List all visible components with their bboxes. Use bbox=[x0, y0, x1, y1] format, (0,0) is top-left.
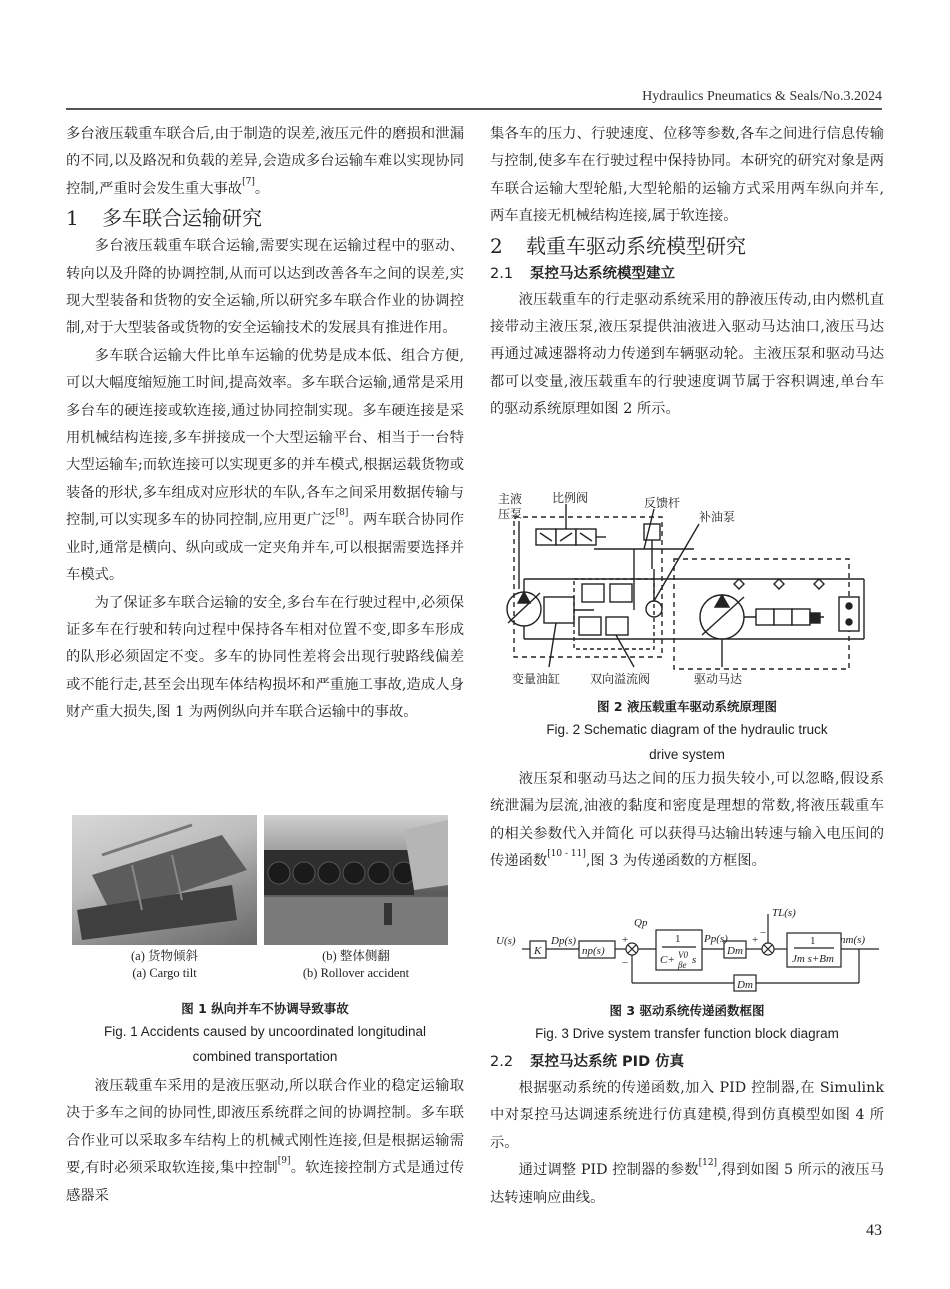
cargo-tilt-photo bbox=[72, 815, 257, 945]
paragraph-3: 为了保证多车联合运输的安全,多台车在行驶过程中,必须保证多车在行驶和转向过程中保持各车相对位置不变,即多车形成的队形必须固定不变。多车的协同性差将会出现行驶路线偏差或不能行走,甚至会出现车体结构损坏和严重施工事故,造成人身财产重大损失,图 1 为两例纵向并车联合运输中的事故。 bbox=[66, 594, 464, 721]
fig1-sub-b-en: (b) Rollover accident bbox=[302, 966, 410, 980]
fig1-sub-b-cn: (b) 整体侧翻 bbox=[322, 949, 390, 963]
svg-text:+: + bbox=[752, 934, 759, 946]
running-header: Hydraulics Pneumatics & Seals/No.3.2024 bbox=[642, 89, 882, 104]
paragraph-5: 液压载重车的行走驱动系统采用的静液压传动,由内燃机直接带动主液压泵,液压泵提供油液进入驱动马达油口,液压马达再通过减速器将动力传递到车辆驱动轮。主液压泵和驱动马达都可以变量,液压载重车的行驶速度调节属于容积调速,单台车的驱动系统原理如图 2 所示。 bbox=[490, 291, 884, 418]
svg-text:V0: V0 bbox=[678, 950, 688, 960]
fig3-dm: Dm bbox=[727, 945, 743, 957]
fig2-label-main-pump-2: 压泵 bbox=[498, 507, 523, 521]
fig1-caption-cn: 图 1 纵向并车不协调导致事故 bbox=[181, 1001, 349, 1016]
paragraph-8: 通过调整 PID 控制器的参数[12],得到如图 5 所示的液压马达转速响应曲线。 bbox=[490, 1158, 884, 1206]
fig3-pp: Pp(s) bbox=[704, 933, 728, 945]
rollover-illustration bbox=[264, 815, 448, 945]
fig3-dp: Dp(s) bbox=[551, 935, 577, 947]
section-2-heading: 2 载重车驱动系统模型研究 bbox=[490, 233, 746, 258]
section-2-2-heading: 2.2 泵控马达系统 PID 仿真 bbox=[490, 1054, 685, 1070]
left-column-lower bbox=[66, 1073, 464, 1210]
paragraph-6: 液压泵和驱动马达之间的压力损失较小,可以忽略,假设系统泄漏为层流,油液的黏度和密度是理想的常数,将液压载重车的相关参数代入并简化 可以获得马达输出转速与输入电压间的传递函数[10 - 11],图 3 为传递函数的方框图。 bbox=[490, 771, 884, 870]
fig3-tl: TL(s) bbox=[772, 907, 796, 919]
fig3-dm-feedback: Dm bbox=[737, 979, 753, 991]
fig2-label-drive-motor: 驱动马达 bbox=[694, 672, 743, 686]
paragraph-7: 根据驱动系统的传递函数,加入 PID 控制器,在 Simulink 中对泵控马达调速系统进行仿真建模,得到仿真模型如图 4 所示。 bbox=[490, 1080, 884, 1151]
paragraph-2: 多车联合运输大件比单车运输的优势是成本低、组合方便,可以大幅度缩短施工时间,提高效率。多车联合运输,通常是采用多台车的硬连接或软连接,通过协同控制实现。多车硬连接是采用机械结构连接,多车拼接成一个大型运输平台、相当于一台特大型运输车;而软连接可以实现更多的并车模式,根据运载货物或装备的形状,多车组成对应形状的车队,各车之间采用数据传输与控制,可以实现多车的协同控制,应用更广泛[8]。两车联合协同作业时,通常是横向、纵向或成一定夹角并车,可以根据需要选择并车模式。 bbox=[66, 347, 465, 584]
svg-text:+: + bbox=[622, 934, 629, 946]
right-column-lower bbox=[490, 1049, 884, 1212]
fig1-sub-a-en: (a) Cargo tilt bbox=[132, 966, 197, 980]
fig2-label-var-cylinder: 变量油缸 bbox=[512, 672, 561, 686]
fig2-caption-en-2: drive system bbox=[649, 747, 725, 762]
paragraph-4: 液压载重车采用的是液压驱动,所以联合作业的稳定运输取决于多车之间的协同性,即液压系统群之间的协调控制。多车联合作业可以采取多车结构上的机械式刚性连接,但是根据运输需要,有时必须采取软连接,集中控制[9]。软连接控制方式是通过传感器采 bbox=[66, 1078, 464, 1204]
fig1-subcaption-b bbox=[264, 948, 448, 982]
fig3-np: np(s) bbox=[582, 945, 605, 957]
intro-paragraph: 多台液压载重车联合后,由于制造的误差,液压元件的磨损和泄漏的不同,以及路况和负载的差异,会造成多台运输车难以实现协同控制,严重时会发生重大事故[7]。 bbox=[66, 126, 464, 197]
svg-text:−: − bbox=[622, 957, 629, 969]
fig3-nm: nm(s) bbox=[840, 934, 866, 946]
svg-text:1: 1 bbox=[675, 933, 681, 945]
right-column-mid bbox=[490, 766, 884, 876]
fig3-caption bbox=[490, 1001, 884, 1046]
svg-text:C+: C+ bbox=[660, 954, 675, 966]
header-rule bbox=[66, 108, 882, 110]
fig1-caption-en-1: Fig. 1 Accidents caused by uncoordinated longitudinal bbox=[104, 1024, 426, 1039]
svg-text:βe: βe bbox=[678, 960, 687, 970]
cargo-tilt-illustration bbox=[72, 815, 257, 945]
continued-paragraph: 集各车的压力、行驶速度、位移等参数,各车之间进行信息传输与控制,使多车在行驶过程中保持协同。本研究的研究对象是两车联合运输大型轮船,大型轮船的运输方式采用两车纵向并车,两车直接无机械结构连接,属于软连接。 bbox=[490, 126, 884, 225]
left-column bbox=[66, 121, 464, 727]
fig3-caption-en: Fig. 3 Drive system transfer function block diagram bbox=[535, 1026, 839, 1041]
fig1-caption bbox=[66, 999, 464, 1069]
fig3-block-diagram bbox=[494, 906, 884, 998]
fig2-label-feedback-rod: 反馈杆 bbox=[644, 496, 681, 510]
fig1-subcaption-a bbox=[72, 948, 257, 982]
fig3-caption-cn: 图 3 驱动系统传递函数框图 bbox=[609, 1003, 765, 1018]
section-2-1-heading: 2.1 泵控马达系统模型建立 bbox=[490, 265, 675, 282]
fig2-label-proportional-valve: 比例阀 bbox=[552, 491, 589, 505]
fig2-label-main-pump: 主液 bbox=[498, 492, 523, 506]
fig3-k: K bbox=[534, 945, 542, 957]
page-number: 43 bbox=[866, 1222, 882, 1239]
svg-text:−: − bbox=[760, 927, 767, 939]
svg-text:Jm s+Bm: Jm s+Bm bbox=[792, 953, 834, 965]
right-column bbox=[490, 121, 884, 424]
svg-text:1: 1 bbox=[810, 935, 816, 947]
fig1-sub-a-cn: (a) 货物倾斜 bbox=[131, 949, 198, 963]
section-1-heading: 1 多车联合运输研究 bbox=[66, 206, 262, 231]
fig2-caption-en-1: Fig. 2 Schematic diagram of the hydraulic truck bbox=[546, 722, 828, 737]
fig3-u: U(s) bbox=[496, 935, 516, 947]
paragraph-1: 多台液压载重车联合运输,需要实现在运输过程中的驱动、转向以及升降的协调控制,从而可以达到改善各车之间的误差,实现大型装备和货物的安全运输,所以研究多车联合作业的协调控制,对于大型装备或货物的安全运输技术的发展具有推进作用。 bbox=[66, 238, 464, 337]
fig2-caption-cn: 图 2 液压载重车驱动系统原理图 bbox=[597, 699, 777, 714]
fig2-hydraulic-schematic bbox=[494, 489, 884, 694]
fig2-caption bbox=[490, 697, 884, 767]
fig2-label-relief-valve: 双向溢流阀 bbox=[590, 672, 651, 686]
fig3-qp: Qp bbox=[634, 917, 648, 929]
fig1-caption-en-2: combined transportation bbox=[192, 1049, 338, 1064]
fig2-label-charge-pump: 补油泵 bbox=[699, 510, 736, 524]
rollover-photo bbox=[264, 815, 448, 945]
svg-text:s: s bbox=[692, 954, 697, 966]
